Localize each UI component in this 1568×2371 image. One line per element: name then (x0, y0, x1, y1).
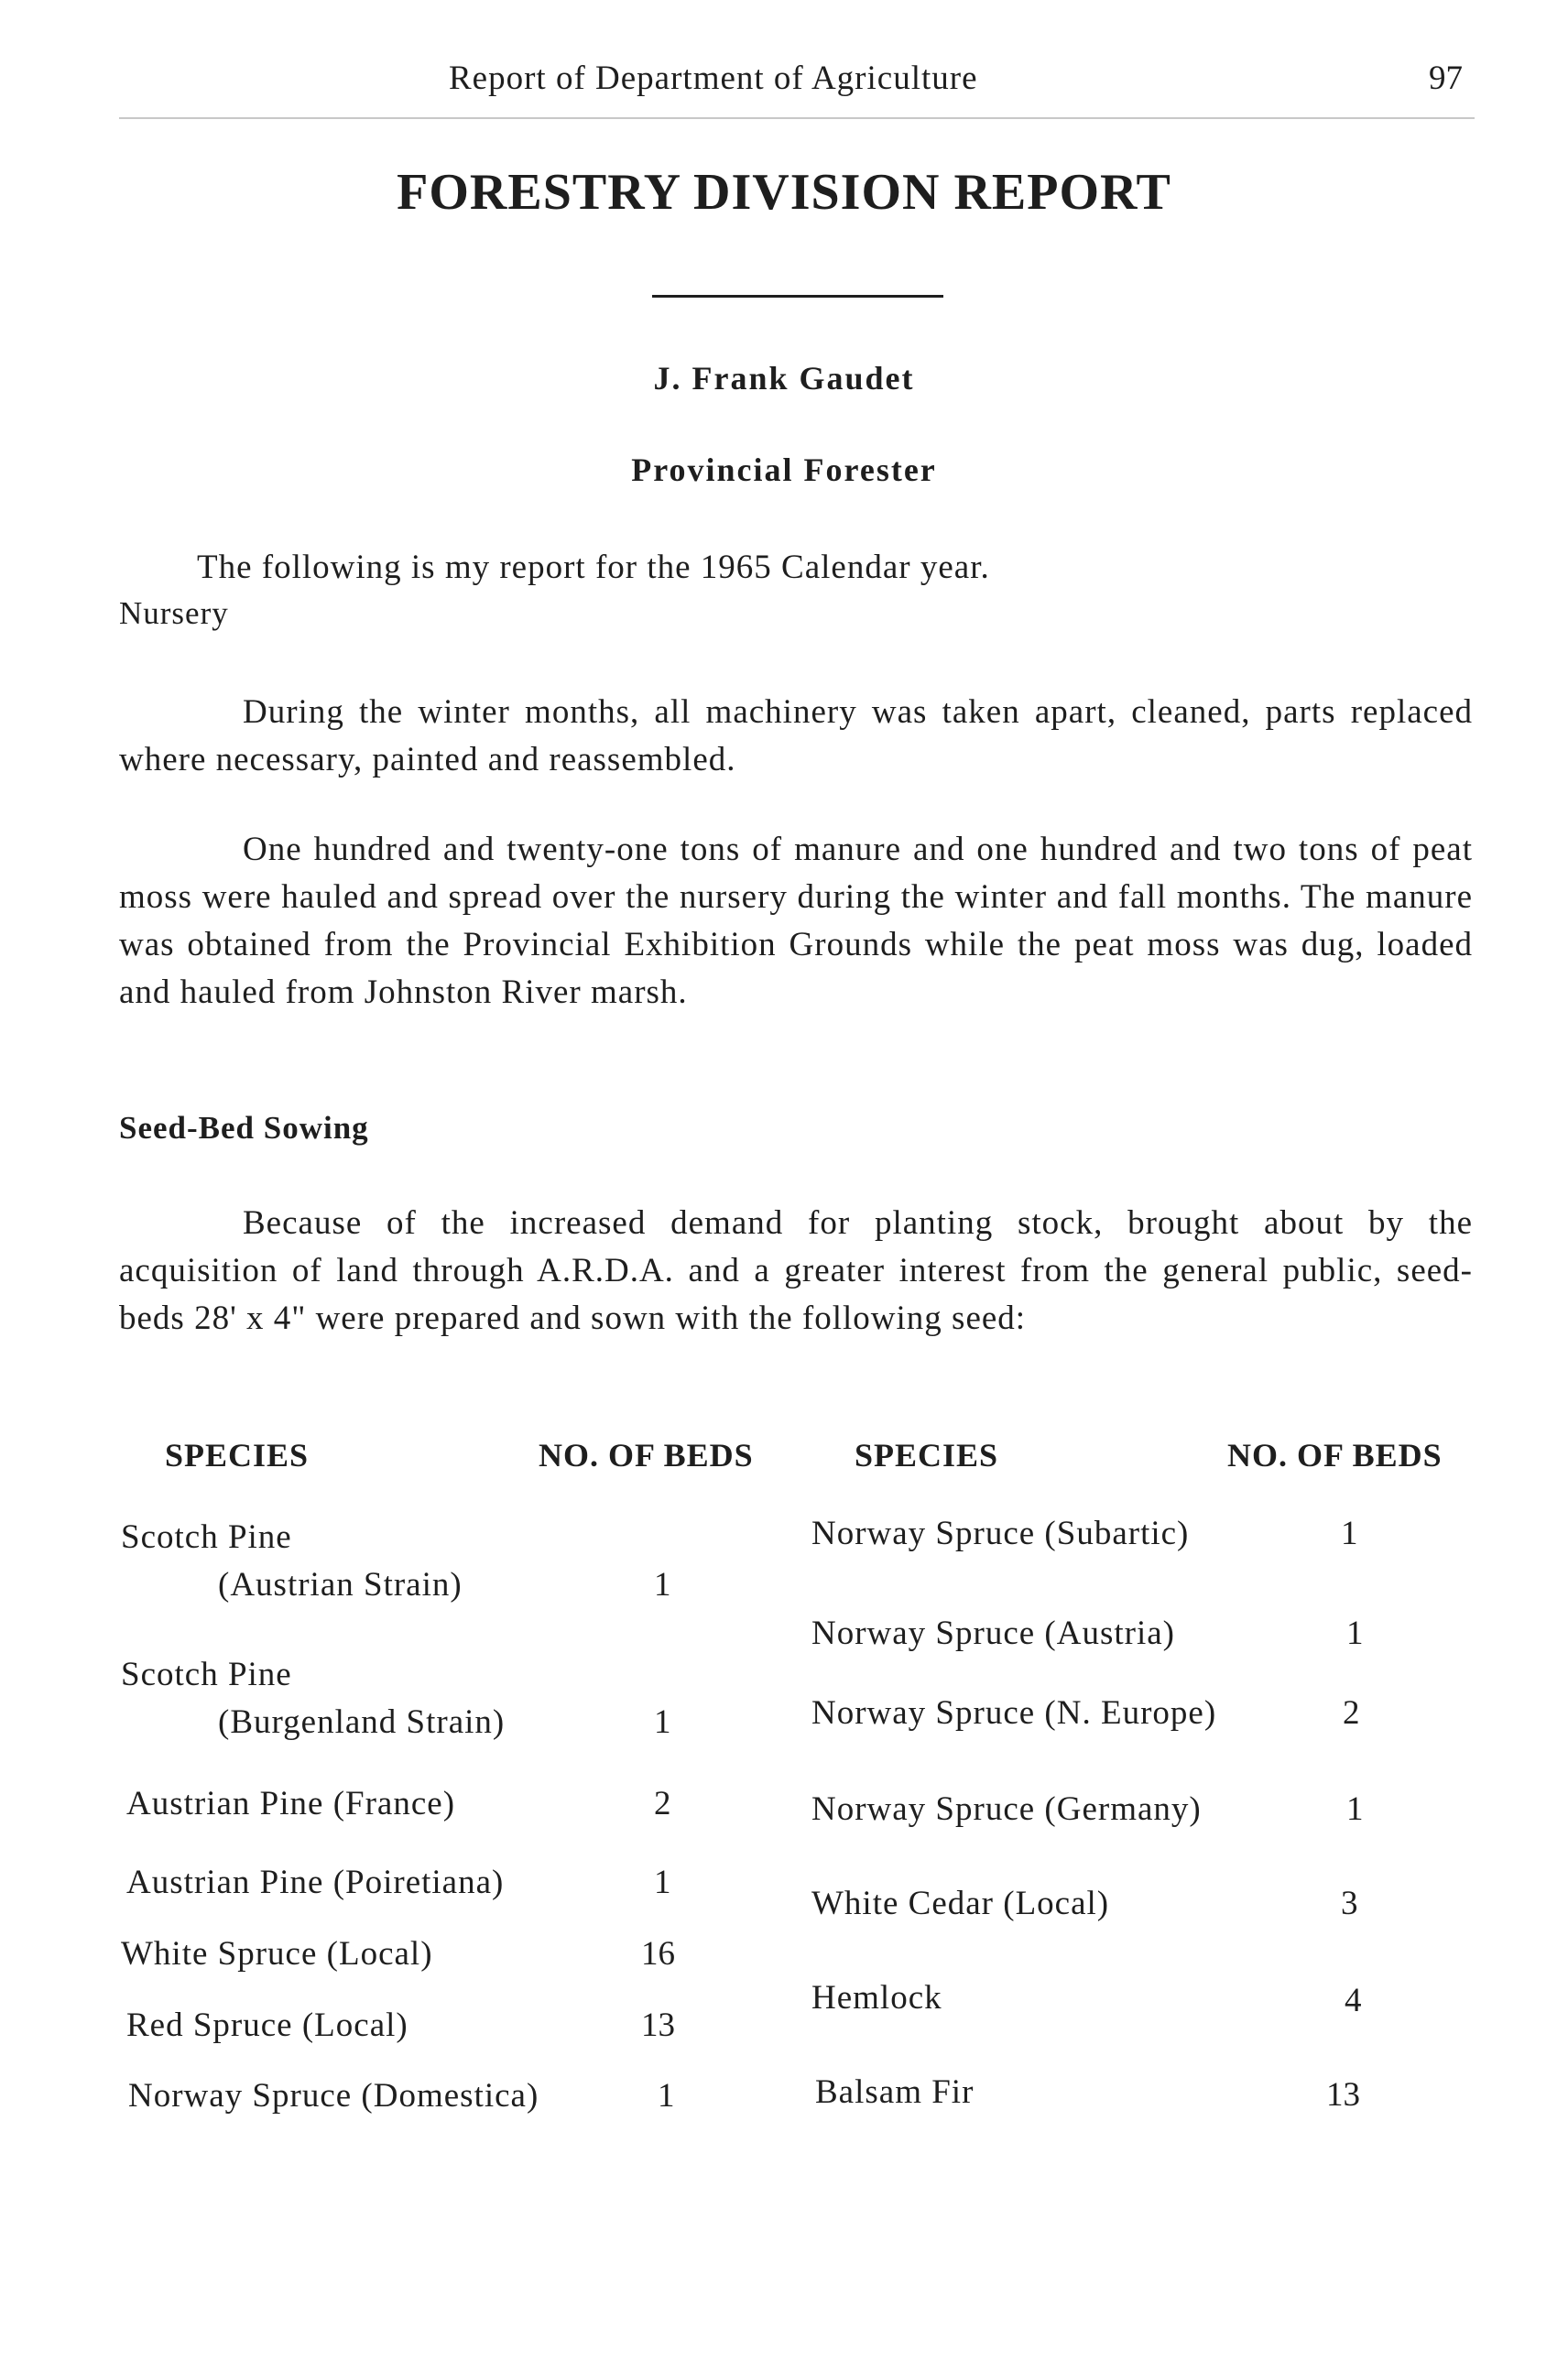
bed-count: 13 (1326, 2076, 1360, 2114)
bed-count: 16 (641, 1935, 675, 1973)
bed-count: 1 (1346, 1615, 1364, 1652)
bed-count: 3 (1341, 1885, 1358, 1922)
bed-count: 1 (654, 1703, 671, 1741)
table-header-species-right: SPECIES (855, 1437, 999, 1474)
section-heading-nursery: Nursery (119, 595, 229, 631)
nursery-paragraph-2: One hundred and twenty-one tons of manure and one hundred and two tons of peat moss were hauled and spread over the nursery during the winter and fall months. The manure was obtained from the Provincial Exhibition Grounds while the peat moss was dug, loaded and hauled from Johnston River marsh. (119, 831, 1473, 1011)
report-title: FORESTRY DIVISION REPORT (397, 164, 1171, 221)
table-header-species-left: SPECIES (165, 1437, 310, 1474)
species-name: Norway Spruce (Germany) (811, 1790, 1202, 1828)
section-heading-seed-bed-sowing: Seed-Bed Sowing (119, 1110, 369, 1146)
bed-count: 4 (1345, 1982, 1362, 2019)
species-name: Austrian Pine (Poiretiana) (126, 1864, 505, 1901)
running-head: Report of Department of Agriculture (449, 60, 978, 97)
species-name: Scotch Pine (121, 1656, 292, 1693)
nursery-paragraph-1: During the winter months, all machinery was taken apart, cleaned, parts replaced where necessary, painted and reassembled. (119, 693, 1473, 778)
species-name: Hemlock (811, 1979, 942, 2017)
title-rule (652, 295, 943, 298)
bed-count: 1 (658, 2077, 675, 2115)
species-name-cont: (Austrian Strain) (218, 1566, 463, 1604)
bed-count: 1 (654, 1864, 671, 1901)
author-name: J. Frank Gaudet (653, 360, 915, 397)
species-name: Scotch Pine (121, 1518, 292, 1556)
species-name: Austrian Pine (France) (126, 1785, 456, 1822)
seed-bed-paragraph: Because of the increased demand for planting stock, brought about by the acquisition of land through A.R.D.A. and a greater interest from the general public, seed-beds 28' x 4" were prepared and sown with the following seed: (119, 1204, 1473, 1337)
bed-count: 2 (1343, 1694, 1360, 1732)
species-name: Norway Spruce (Subartic) (811, 1515, 1190, 1552)
page-number: 97 (1429, 60, 1463, 97)
species-name-cont: (Burgenland Strain) (218, 1703, 506, 1741)
intro-sentence: The following is my report for the 1965 Calendar year. (197, 549, 990, 586)
table-header-beds-right: NO. OF BEDS (1227, 1437, 1443, 1474)
bed-count: 2 (654, 1785, 671, 1822)
species-name: Red Spruce (Local) (126, 2007, 408, 2044)
bed-count: 13 (641, 2007, 675, 2044)
table-header-beds-left: NO. OF BEDS (539, 1437, 754, 1474)
author-role: Provincial Forester (631, 451, 937, 488)
bed-count: 1 (1341, 1515, 1358, 1552)
species-name: White Spruce (Local) (121, 1935, 433, 1973)
species-name: Norway Spruce (Domestica) (128, 2077, 539, 2115)
header-rule (119, 117, 1475, 119)
bed-count: 1 (1346, 1790, 1364, 1828)
species-name: Norway Spruce (N. Europe) (811, 1694, 1217, 1732)
species-name: White Cedar (Local) (811, 1885, 1110, 1922)
species-name: Norway Spruce (Austria) (811, 1615, 1175, 1652)
species-name: Balsam Fir (815, 2073, 975, 2111)
bed-count: 1 (654, 1566, 671, 1604)
